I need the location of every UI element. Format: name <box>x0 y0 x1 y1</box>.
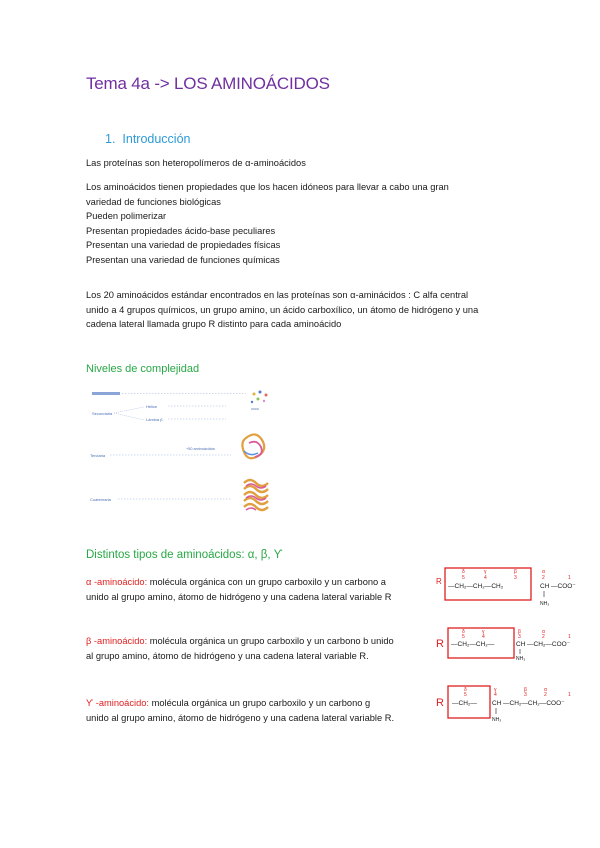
carboxyl-group: —CH₂—CH₂—COO⁻ <box>503 700 565 707</box>
carbon-number: 4 <box>482 634 485 640</box>
gamma-term: Ƴ -aminoácido: <box>86 698 149 708</box>
alpha-formula <box>436 563 588 613</box>
primary-label-bar <box>92 392 120 395</box>
annotation-label: +50 aminoácidos <box>186 447 215 451</box>
secondary-label: Secundaria <box>92 411 113 416</box>
amino-acid-dots <box>251 391 268 412</box>
amino-group: NH₃ <box>516 656 526 662</box>
alpha-line-2: unido al grupo amino, átomo de hidrógeno y una cadena lateral variable R <box>86 591 392 602</box>
greek-label: β <box>524 687 527 693</box>
carboxyl-group: —CH₂—COO⁻ <box>527 641 571 648</box>
carbon-number: 2 <box>542 575 545 581</box>
amino-group: NH₃ <box>540 601 550 607</box>
paragraph-line: unido a 4 grupos químicos, un grupo amino, un ácido carboxílico, un átomo de hidrógeno y una <box>86 304 479 315</box>
carbon-number: 5 <box>462 634 465 640</box>
greek-label: α <box>542 629 545 635</box>
gamma-line-1: molécula orgánica un grupo carboxilo y un carbono g <box>149 698 371 708</box>
side-chain: —CH₂—CH₂— <box>451 641 495 648</box>
greek-label: δ <box>462 569 465 575</box>
list-item: Presentan propiedades ácido-base peculiares <box>86 225 276 236</box>
alpha-definition <box>86 575 391 604</box>
greek-label: δ <box>464 687 467 693</box>
list-item: Pueden polimerizar <box>86 211 167 222</box>
standard-paragraph <box>86 288 478 332</box>
amino-group: NH₃ <box>492 717 502 723</box>
carbon-number: 1 <box>568 634 571 640</box>
beta-line-2: al grupo amino, átomo de hidrógeno y una cadena lateral variable R. <box>86 650 369 661</box>
gamma-definition <box>86 696 394 725</box>
beta-line-1: molécula orgánica un grupo carboxilo y un carbono b unido <box>147 636 394 646</box>
properties-list <box>86 180 449 268</box>
side-chain: —CH₂— <box>452 700 477 707</box>
beta-carbon: CH <box>516 641 526 648</box>
r-label: R <box>436 638 444 650</box>
carbon-number: 2 <box>542 634 545 640</box>
carbon-number: 2 <box>544 692 547 698</box>
carbon-number: 4 <box>484 575 487 581</box>
carbon-number: 1 <box>568 692 571 698</box>
r-label: R <box>436 697 444 709</box>
greek-label: α <box>542 569 545 575</box>
tertiary-label: Terciaria <box>90 453 106 458</box>
alpha-term: α -aminoácido: <box>86 577 148 587</box>
carbon-number: 4 <box>494 692 497 698</box>
carbon-number: 1 <box>568 575 571 581</box>
list-item: variedad de funciones biológicas <box>86 196 221 207</box>
greek-label: δ <box>462 629 465 635</box>
list-item: Presentan una variedad de funciones químicas <box>86 254 280 265</box>
carboxyl-group: —COO⁻ <box>551 583 576 590</box>
section-number: 1. <box>105 132 116 146</box>
quaternary-label: Cuaternaria <box>90 497 111 502</box>
list-item: Los aminoácidos tienen propiedades que los hacen idóneos para llevar a cabo una gran <box>86 182 449 192</box>
greek-label: β <box>518 629 521 635</box>
page-title: Tema 4a -> LOS AMINOÁCIDOS <box>86 74 330 93</box>
beta-definition <box>86 634 394 663</box>
intro-line: Las proteínas son heteropolímeros de α-aminoácidos <box>86 158 306 168</box>
greek-label: β <box>514 569 517 575</box>
beta-term: β -aminoácido: <box>86 636 148 646</box>
carbon-number: 3 <box>514 575 517 581</box>
gamma-carbon: CH <box>492 700 502 707</box>
levels-heading: Niveles de complejidad <box>86 363 200 375</box>
section-title: Introducción <box>122 132 191 146</box>
svg-text:oooo: oooo <box>251 407 259 411</box>
gamma-formula <box>436 681 588 727</box>
tertiary-structure-image <box>242 434 264 458</box>
list-item: Presentan una variedad de propiedades físicas <box>86 240 281 251</box>
alpha-line-1: molécula orgánica con un grupo carboxilo y un carbono a <box>147 577 386 587</box>
section-heading <box>105 132 191 146</box>
side-chain: —CH₂—CH₂—CH₂ <box>448 583 504 590</box>
carbon-number: 5 <box>462 575 465 581</box>
carbon-number: 5 <box>464 692 467 698</box>
greek-label: γ <box>482 629 485 635</box>
r-label: R <box>436 577 442 586</box>
sheet-branch-label: Lámina β <box>146 417 163 422</box>
helix-branch-label: Hélice <box>146 404 158 409</box>
greek-label: α <box>544 687 547 693</box>
greek-label: γ <box>494 687 497 693</box>
beta-formula <box>436 622 588 668</box>
quaternary-structure-image <box>244 480 268 510</box>
gamma-line-2: unido al grupo amino, átomo de hidrógeno y una cadena lateral variable R. <box>86 712 395 723</box>
greek-label: γ <box>484 569 487 575</box>
paragraph-line: cadena lateral llamada grupo R distinto para cada aminoácido <box>86 319 342 330</box>
carbon-number: 3 <box>524 692 527 698</box>
carbon-number: 3 <box>518 634 521 640</box>
types-heading: Distintos tipos de aminoácidos: α, β, Ƴ <box>86 549 283 561</box>
alpha-carbon: CH <box>540 583 550 590</box>
protein-structure-levels-figure <box>86 383 286 518</box>
paragraph-line: Los 20 aminoácidos estándar encontrados en las proteínas son α-aminácidos : C alfa central <box>86 290 469 300</box>
